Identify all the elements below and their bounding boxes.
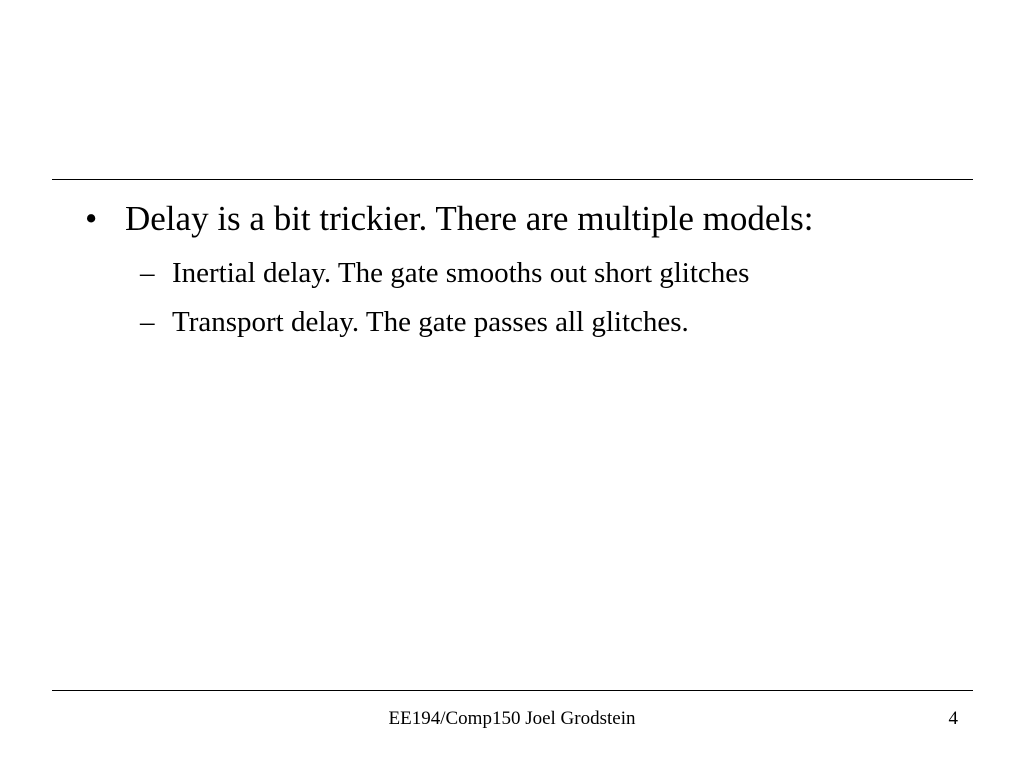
bullet-text: Delay is a bit trickier. There are multiple models:	[125, 199, 814, 238]
slide-number: 4	[948, 708, 958, 729]
footer-text: EE194/Comp150 Joel Grodstein	[388, 708, 636, 729]
sub-bullet-mark: –	[140, 257, 155, 289]
header-divider	[52, 179, 973, 180]
sub-bullet-mark: –	[140, 306, 155, 338]
footer-divider	[52, 690, 973, 691]
sub-bullet-text: Inertial delay. The gate smooths out short glitches	[172, 257, 750, 289]
bullet-mark: •	[85, 199, 98, 238]
sub-bullet-text: Transport delay. The gate passes all glitches.	[172, 306, 689, 338]
